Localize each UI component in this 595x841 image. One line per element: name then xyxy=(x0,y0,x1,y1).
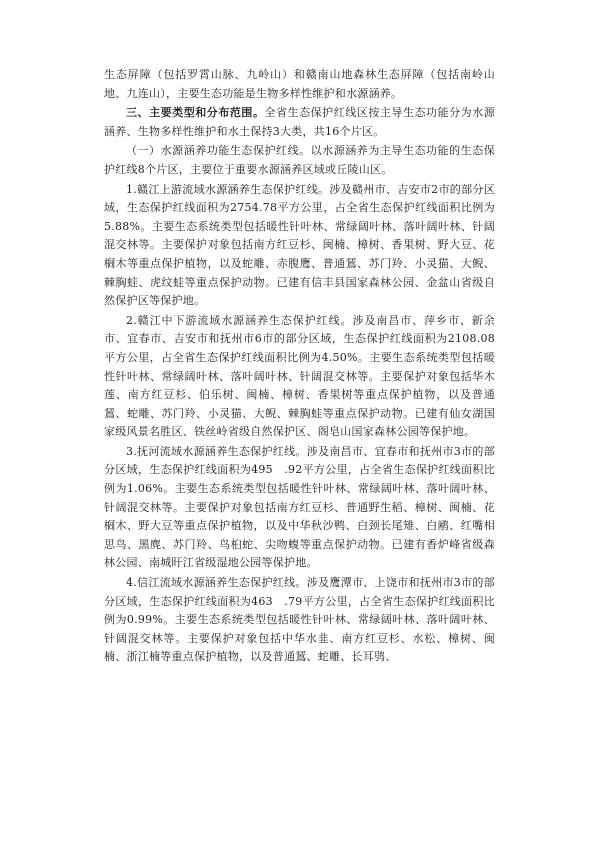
paragraph-item-4 xyxy=(104,574,495,667)
paragraph-text: 4.信江流域水源涵养生态保护红线。涉及鹰潭市、上饶市和抚州市3市的部分区域，生态保护红线面积为463 .79平方公里，占全省生态保护红线面积比例为0.99%。主要生态系统类型包括暖性针叶林、常绿阔叶林、落叶阔叶林、针阔混交林等。主要保护对象包括中华水韭、南方红豆杉、水松、樟树、闽楠、浙江楠等重点保护植物，以及普通鵟、蛇雕、长耳鸮、 xyxy=(104,576,495,664)
paragraph-ecological-barrier xyxy=(104,66,495,103)
paragraph-text: 1.赣江上游流域水源涵养生态保护红线。涉及赣州市、吉安市2市的部分区域，生态保护红线面积为2754.78平方公里，占全省生态保护红线面积比例为5.88%。主要生态系统类型包括暖性针叶林、常绿阔叶林、落叶阔叶林、针阔混交林等。主要保护对象包括南方红豆杉、闽楠、樟树、香果树、野大豆、花榈木等重点保护植物，以及蛇雕、赤腹鹰、普通鵟、苏门羚、小灵猫、大鲵、棘胸蛙、虎纹蛙等重点保护动物。已建有信丰县国家森林公园、金盆山省级自然保护区等保护地。 xyxy=(104,182,495,308)
document-page xyxy=(104,66,495,667)
paragraph-item-2 xyxy=(104,312,495,442)
paragraph-text: 全省生态保护红线区按主导生态功能分为水源涵养、生物多样性维护和水土保持3大类，共16个片区。 xyxy=(104,106,495,138)
paragraph-section-three xyxy=(104,104,495,141)
paragraph-text: 2.赣江中下游流域水源涵养生态保护红线。涉及南昌市、萍乡市、新余市、宜春市、吉安市和抚州市6市的部分区域，生态保护红线面积为2108.08平方公里，占全省生态保护红线面积比例为4.50%。主要生态系统类型包括暖性针叶林、常绿阔叶林、落叶阔叶林、针阔混交林等。主要保护对象包括华木莲、南方红豆杉、伯乐树、闽楠、樟树、香果树等重点保护植物，以及普通鵟、蛇雕、苏门羚、小灵猫、大鲵、棘胸蛙等重点保护动物。已建有仙女湖国家级风景名胜区、铁丝岭省级自然保护区、阁皂山国家森林公园等保护地。 xyxy=(104,313,495,439)
paragraph-water-conservation-intro xyxy=(104,142,495,179)
section-heading: 三、主要类型和分布范围。 xyxy=(126,106,265,120)
paragraph-item-3 xyxy=(104,443,495,573)
paragraph-text: 生态屏障（包括罗霄山脉、九岭山）和赣南山地森林生态屏障（包括南岭山地、九连山），主要生态功能是生物多样性维护和水源涵养。 xyxy=(104,68,495,100)
paragraph-text: （一）水源涵养功能生态保护红线。以水源涵养为主导生态功能的生态保护红线8个片区，主要位于重要水源涵养区域或丘陵山区。 xyxy=(104,144,495,176)
paragraph-text: 3.抚河流域水源涵养生态保护红线。涉及南昌市、宜春市和抚州市3市的部分区域，生态保护红线面积为495 .92平方公里，占全省生态保护红线面积比例为1.06%。主要生态系统类型包括暖性针叶林、常绿阔叶林、落叶阔叶林、针阔混交林等。主要保护对象包括南方红豆杉、普通野生稻、樟树、闽楠、花榈木、野大豆等重点保护植物，以及中华秋沙鸭、白颈长尾雉、白鹇、红嘴相思鸟、黑麂、苏门羚、鸟桕蛇、尖吻蝮等重点保护动物。已建有香炉峰省级森林公园、南城盱江省级湿地公园等保护地。 xyxy=(104,444,495,570)
paragraph-item-1 xyxy=(104,181,495,311)
